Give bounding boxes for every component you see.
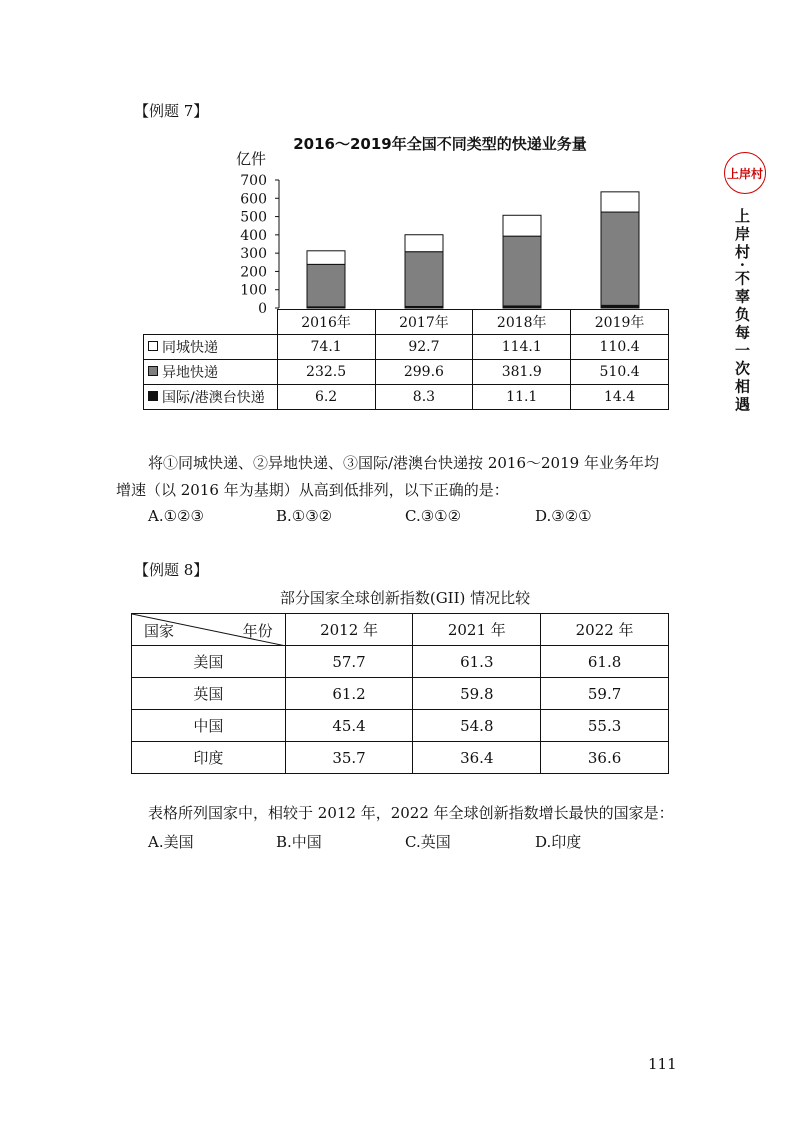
value-cell: 11.1 — [473, 385, 571, 410]
option-b: B.中国 — [276, 833, 322, 851]
table-row — [144, 385, 669, 410]
option-c: C.③①② — [405, 507, 462, 525]
question7-line1: 将①同城快递、②异地快递、③国际/港澳台快递按 2016～2019 年业务年均 — [148, 454, 659, 472]
y-tick-label: 200 — [240, 264, 267, 281]
bar-segment — [503, 236, 541, 306]
value-cell: 114.1 — [473, 335, 571, 360]
value-cell: 59.7 — [541, 678, 669, 710]
table-row — [132, 742, 669, 774]
value-cell: 55.3 — [541, 710, 669, 742]
y-axis-unit: 亿件 — [236, 150, 267, 168]
brand-seal-logo — [724, 152, 766, 194]
value-cell: 74.1 — [277, 335, 375, 360]
value-cell: 92.7 — [375, 335, 473, 360]
year-header: 2017年 — [375, 310, 473, 335]
value-cell: 57.7 — [285, 646, 413, 678]
question8: 表格所列国家中，相较于 2012 年，2022 年全球创新指数增长最快的国家是： — [148, 804, 674, 822]
value-cell: 61.2 — [285, 678, 413, 710]
value-cell: 54.8 — [413, 710, 541, 742]
value-cell: 8.3 — [375, 385, 473, 410]
table-row — [132, 678, 669, 710]
value-cell: 6.2 — [277, 385, 375, 410]
country-cell: 印度 — [132, 742, 286, 774]
value-cell: 232.5 — [277, 360, 375, 385]
year-header: 2022 年 — [541, 614, 669, 646]
value-cell: 45.4 — [285, 710, 413, 742]
bar-segment — [405, 252, 443, 307]
empty-corner — [144, 310, 278, 335]
value-cell: 35.7 — [285, 742, 413, 774]
bar-segment — [601, 192, 639, 212]
value-cell: 510.4 — [571, 360, 669, 385]
option-a: A.美国 — [148, 833, 194, 851]
year-header: 2019年 — [571, 310, 669, 335]
value-cell: 59.8 — [413, 678, 541, 710]
gii-table — [131, 613, 669, 774]
y-tick-label: 700 — [240, 173, 267, 189]
year-header: 2018年 — [473, 310, 571, 335]
year-header: 2021 年 — [413, 614, 541, 646]
example8-label: 【例题 8】 — [134, 561, 209, 579]
y-tick-label: 0 — [258, 301, 267, 317]
row-header-label: 国家 — [144, 622, 175, 640]
col-header-label: 年份 — [242, 622, 273, 640]
question7-line2: 增速（以 2016 年为基期）从高到低排列，以下正确的是： — [116, 481, 509, 499]
value-cell: 14.4 — [571, 385, 669, 410]
sidebar-slogan: 上岸村·不辜负每一次相遇 — [733, 208, 751, 415]
year-header: 2012 年 — [285, 614, 413, 646]
y-tick-label: 500 — [240, 209, 267, 226]
table-row — [144, 360, 669, 385]
y-tick-label: 600 — [240, 191, 267, 208]
example7-label: 【例题 7】 — [134, 102, 209, 120]
bar-segment — [307, 264, 345, 307]
legend-inter-city: 异地快递 — [144, 360, 278, 385]
value-cell: 381.9 — [473, 360, 571, 385]
value-cell: 299.6 — [375, 360, 473, 385]
gii-header-row — [132, 614, 669, 646]
table-row — [132, 710, 669, 742]
option-c: C.英国 — [405, 833, 451, 851]
country-cell: 中国 — [132, 710, 286, 742]
bar-segment — [601, 212, 639, 305]
legend-swatch-gray — [148, 366, 158, 376]
option-b: B.①③② — [276, 507, 333, 525]
legend-same-city: 同城快递 — [144, 335, 278, 360]
option-d: D.③②① — [535, 507, 592, 525]
legend-swatch-black — [148, 391, 158, 401]
legend-swatch-white — [148, 341, 158, 351]
legend-international: 国际/港澳台快递 — [144, 385, 278, 410]
svg-text:上岸村: 上岸村 — [726, 167, 764, 181]
value-cell: 110.4 — [571, 335, 669, 360]
bar-segment — [307, 251, 345, 265]
gii-table-title: 部分国家全球创新指数(GII) 情况比较 — [279, 589, 531, 607]
option-a: A.①②③ — [148, 507, 204, 525]
value-cell: 61.3 — [413, 646, 541, 678]
y-tick-label: 100 — [240, 282, 267, 299]
value-cell: 36.6 — [541, 742, 669, 774]
table-header-row — [144, 310, 669, 335]
value-cell: 36.4 — [413, 742, 541, 774]
bar-segment — [405, 235, 443, 252]
diagonal-header-cell — [132, 614, 286, 646]
country-cell: 美国 — [132, 646, 286, 678]
page-number: 111 — [648, 1055, 677, 1073]
bar-segment — [503, 215, 541, 236]
chart-data-table — [143, 309, 669, 410]
chart-title: 2016～2019年全国不同类型的快递业务量 — [293, 135, 587, 153]
y-tick-label: 300 — [240, 246, 267, 263]
y-tick-label: 400 — [240, 227, 267, 244]
country-cell: 英国 — [132, 678, 286, 710]
year-header: 2016年 — [277, 310, 375, 335]
option-d: D.印度 — [535, 833, 582, 851]
value-cell: 61.8 — [541, 646, 669, 678]
table-row — [144, 335, 669, 360]
seal-glyph — [725, 153, 765, 193]
table-row — [132, 646, 669, 678]
